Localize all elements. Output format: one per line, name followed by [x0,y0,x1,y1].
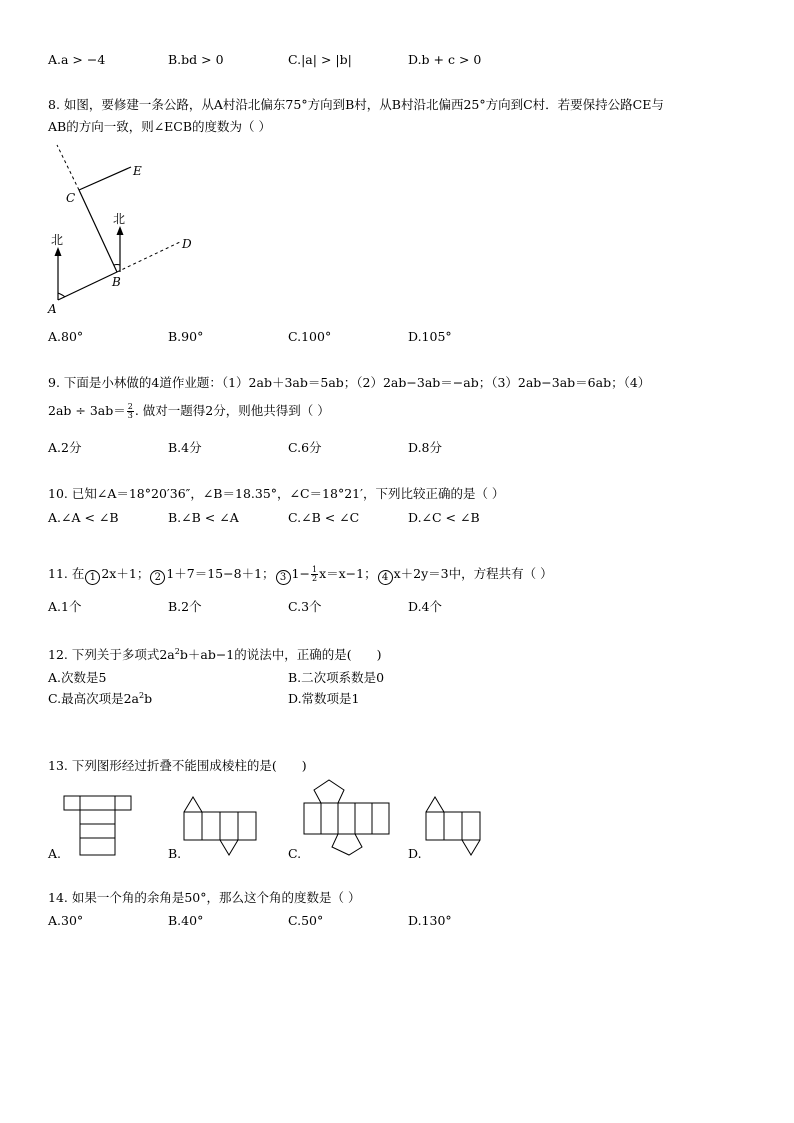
q14-option-d: D.130° [408,913,452,928]
q10-option-c: C.∠B < ∠C [288,510,360,525]
label-north-a: 北 [51,233,64,247]
q8-stem-line2: AB的方向一致，则∠ECB的度数为（ ） [48,119,272,134]
q7-option-b: B.bd > 0 [168,52,224,67]
label-north-b: 北 [113,212,126,226]
q9-stem-line1: 9. 下面是小林做的4道作业题：（1）2ab＋3ab＝5ab；（2）2ab−3ab＝−ab；（3）2ab−3ab＝6ab；（4） [48,375,651,390]
circled-number-3: 3 [276,570,291,585]
q7-option-a: A.a > −4 [48,52,106,67]
figure-a-net [64,796,131,855]
q10-option-b: B.∠B < ∠A [168,510,239,525]
q12-option-a: A.次数是5 [48,670,107,685]
q7-option-d: D.b + c > 0 [408,52,482,67]
q12-option-c: C.最高次项是$2a^2b$ [48,690,153,706]
label-b: B [112,275,121,289]
q13-label-d: D. [408,846,422,861]
q9-option-b: B.4分 [168,440,202,455]
label-c: C [66,191,76,205]
q12-option-d: D.常数项是1 [288,691,360,706]
circled-number-1: 1 [85,570,100,585]
label-d: D [182,237,192,251]
q9-tail: . 做对一题得2分，则他共得到（ ） [134,403,330,418]
circled-number-2: 2 [150,570,165,585]
label-a: A [48,302,57,316]
q10-stem: 10. 已知∠A＝18°20′36″，∠B＝18.35°，∠C＝18°21′，下列比较正确的是（ ） [48,486,505,501]
figure-c-net [304,780,389,855]
circled-number-4: 4 [378,570,393,585]
label-e: E [133,164,142,178]
q9-option-d: D.8分 [408,440,443,455]
q7-option-c: C.|a| > |b| [288,52,352,67]
q13-label-a: A. [48,846,62,861]
q13-label-c: C. [288,846,302,861]
q11-fraction: $\frac{1}{2}$ [311,565,318,583]
q10-option-d: D.∠C < ∠B [408,510,480,525]
q11-option-d: D.4个 [408,599,443,614]
q8-option-d: D.105° [408,329,452,344]
q12-option-b: B.二次项系数是0 [288,670,385,685]
figure-b-net [184,797,256,855]
q13-stem: 13. 下列图形经过折叠不能围成棱柱的是( ) [48,758,307,773]
q14-stem: 14. 如果一个角的余角是50°，那么这个角的度数是（ ） [48,890,361,905]
q14-option-b: B.40° [168,913,204,928]
q14-option-c: C.50° [288,913,324,928]
q9-option-c: C.6分 [288,440,322,455]
q12-stem: 12. 下列关于多项式$2a^2b+ab-1$的说法中，正确的是( ) [48,646,382,662]
q9-option-a: A.2分 [48,440,82,455]
q11-option-b: B.2个 [168,599,202,614]
q8-stem-line1: 8. 如图，要修建一条公路，从A村沿北偏东75°方向到B村，从B村沿北偏西25°方向到C村．若要保持公路CE与 [48,97,664,112]
q8-option-b: B.90° [168,329,204,344]
q13-label-b: B. [168,846,182,861]
q8-option-a: A.80° [48,329,84,344]
q11-option-c: C.3个 [288,599,322,614]
q10-option-a: A.∠A < ∠B [48,510,119,525]
q8-option-c: C.100° [288,329,332,344]
q11-stem: 11. 在 1 2x＋1； 2 1＋7＝15−8＋1； 3 1− $\frac{1}{2}$ x＝x−1； 4 x＋2y＝3中，方程共有（ ） [48,565,553,583]
q14-option-a: A.30° [48,913,84,928]
q9-fraction: $\frac{2}{3}$ [127,402,133,420]
figure-d-net [426,797,480,855]
q11-option-a: A.1个 [48,599,82,614]
q9-expr: 2ab ÷ 3ab＝ [48,403,126,418]
